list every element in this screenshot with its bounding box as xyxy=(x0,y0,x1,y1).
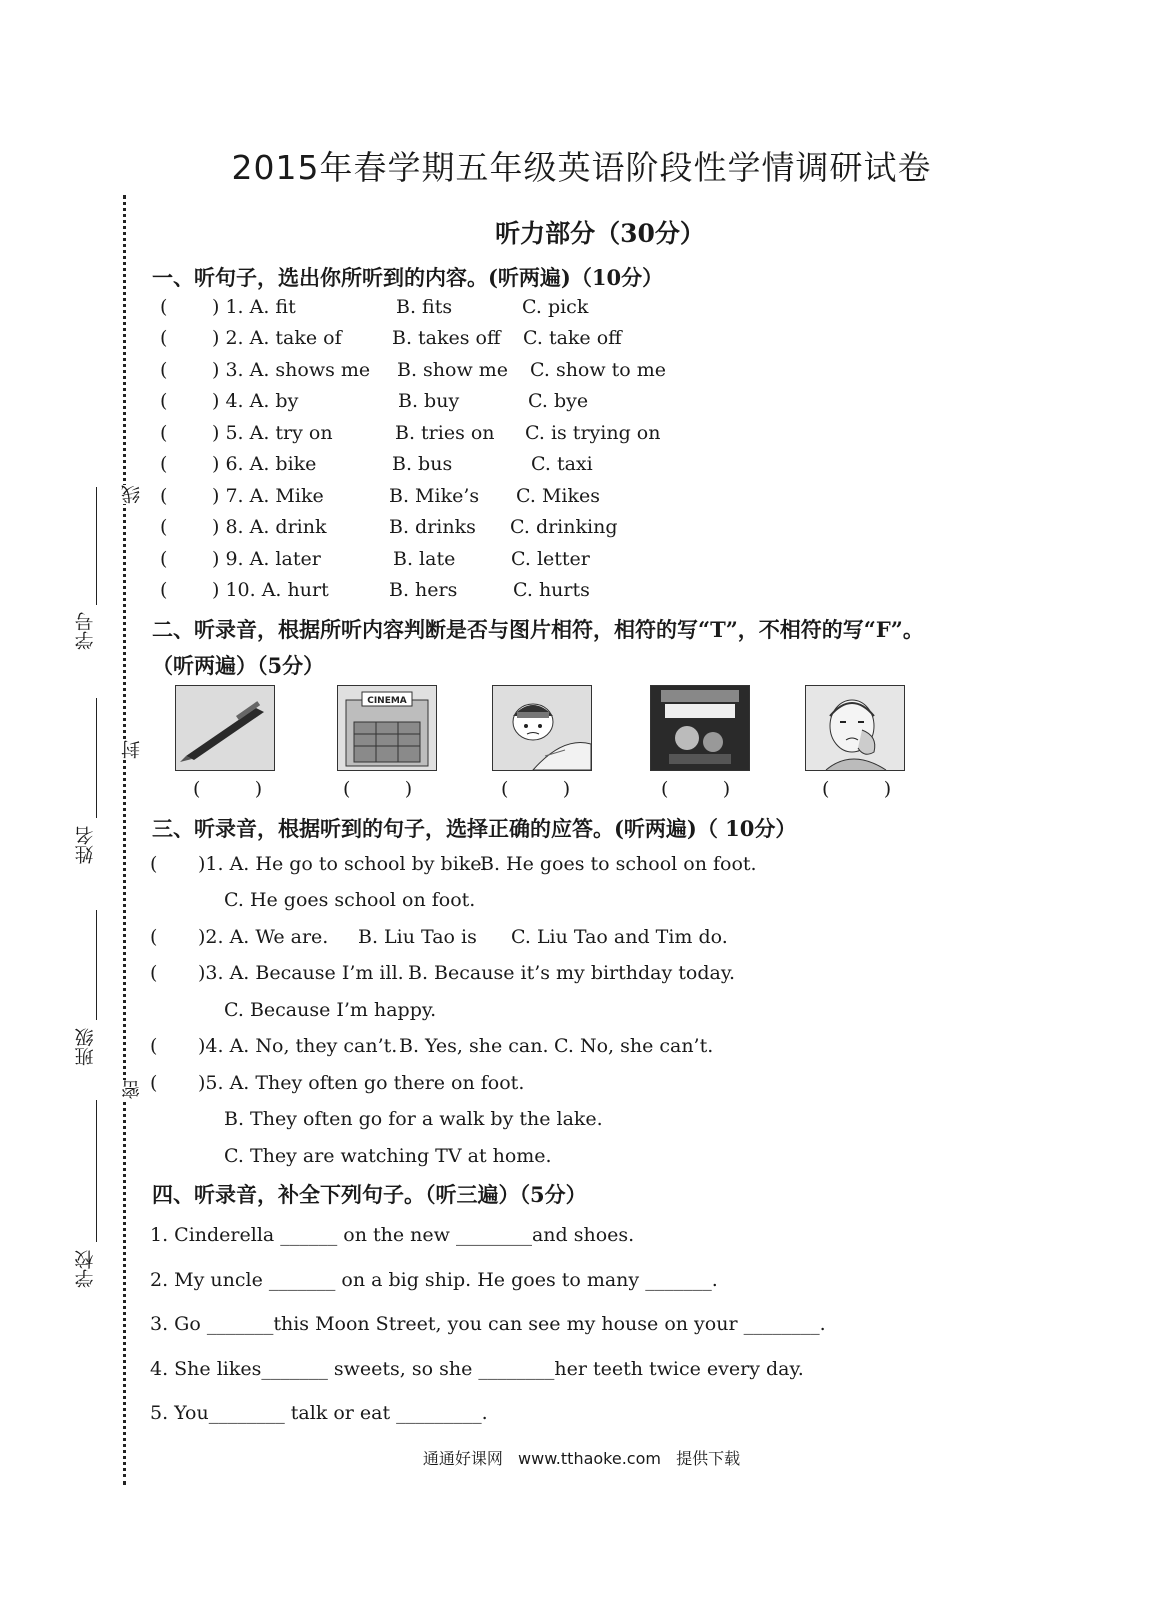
fill-sentence-5: 5. You________ talk or eat _________. xyxy=(150,1402,488,1424)
option-c: C. They are watching TV at home. xyxy=(224,1145,552,1167)
fill-sentence-2: 2. My uncle _______ on a big ship. He goes to many _______. xyxy=(150,1269,718,1291)
answer-paren: ( xyxy=(150,962,158,984)
option-c: C. He goes school on foot. xyxy=(224,889,476,911)
answer-paren: ( xyxy=(150,1072,158,1094)
option-c: C. bye xyxy=(528,390,589,412)
class-label: 班级 xyxy=(74,1028,97,1066)
option-b: B. bus xyxy=(392,453,453,475)
student-id-blank xyxy=(96,487,97,605)
option-a: ) 5. A. try on xyxy=(212,422,333,444)
option-c: C. is trying on xyxy=(525,422,661,444)
option-b: B. drinks xyxy=(389,516,476,538)
option-c: C. take off xyxy=(523,327,622,349)
option-a: ) 7. A. Mike xyxy=(212,485,324,507)
seal-char-secret: 密 xyxy=(118,1080,140,1099)
picture-5-answer[interactable]: ( ) xyxy=(822,778,892,800)
option-c: C. letter xyxy=(511,548,590,570)
option-a: ) 6. A. bike xyxy=(212,453,317,475)
footer xyxy=(0,1446,1163,1469)
footer-note: 提供下载 xyxy=(676,1449,741,1468)
option-a: )2. A. We are. xyxy=(198,926,329,948)
option-a: ) 2. A. take of xyxy=(212,327,342,349)
option-b: B. fits xyxy=(396,296,453,318)
answer-paren: ( xyxy=(150,1035,158,1057)
option-b: B. hers xyxy=(389,579,458,601)
option-c: C. show to me xyxy=(530,359,667,381)
binding-dotted-line xyxy=(123,195,126,1485)
picture-2-answer[interactable]: ( ) xyxy=(343,778,413,800)
cinema-picture xyxy=(337,685,437,771)
option-b: B. Liu Tao is xyxy=(358,926,477,948)
answer-paren: ( xyxy=(160,296,168,318)
footer-url[interactable]: www.tthaoke.com xyxy=(518,1449,661,1468)
option-a: ) 4. A. by xyxy=(212,390,299,412)
option-b: B. show me xyxy=(397,359,509,381)
seal-char-seal: 封 xyxy=(118,740,140,759)
answer-paren: ( xyxy=(160,485,168,507)
option-c: C. Liu Tao and Tim do. xyxy=(511,926,728,948)
option-a: )1. A. He go to school by bike. xyxy=(198,853,488,875)
answer-paren: ( xyxy=(160,359,168,381)
section2-heading: 二、听录音，根据所听内容判断是否与图片相符，相符的写“T”，不相符的写“F”。 xyxy=(152,617,924,642)
option-b: B. late xyxy=(393,548,456,570)
picture-4-answer[interactable]: ( ) xyxy=(661,778,731,800)
option-a: ) 10. A. hurt xyxy=(212,579,329,601)
answer-paren: ( xyxy=(160,422,168,444)
name-blank xyxy=(96,698,97,818)
answer-paren: ( xyxy=(150,853,158,875)
option-a: )4. A. No, they can’t. xyxy=(198,1035,398,1057)
answer-paren: ( xyxy=(160,548,168,570)
picture-3-answer[interactable]: ( ) xyxy=(501,778,571,800)
option-c: C. hurts xyxy=(513,579,590,601)
exam-subtitle: 听力部分（30分） xyxy=(495,219,705,248)
option-c: C. No, she can’t. xyxy=(554,1035,714,1057)
answer-paren: ( xyxy=(150,926,158,948)
cinema-sign-text: CINEMA xyxy=(367,696,407,706)
section4-heading: 四、听录音，补全下列句子。（听三遍）（5分） xyxy=(152,1182,587,1207)
option-a: ) 1. A. fit xyxy=(212,296,296,318)
student-id-label: 学号 xyxy=(74,612,97,650)
option-c: C. Because I’m happy. xyxy=(224,999,437,1021)
name-label: 姓名 xyxy=(74,826,97,864)
school-blank xyxy=(96,1100,97,1242)
option-a: )5. A. They often go there on foot. xyxy=(198,1072,525,1094)
school-label: 学校 xyxy=(74,1250,97,1288)
answer-paren: ( xyxy=(160,453,168,475)
option-b: B. Mike’s xyxy=(389,485,480,507)
answer-paren: ( xyxy=(160,579,168,601)
pen-picture xyxy=(175,685,275,771)
option-b: B. Yes, she can. xyxy=(399,1035,549,1057)
fill-sentence-3: 3. Go _______this Moon Street, you can see my house on your ________. xyxy=(150,1313,826,1335)
option-c: C. taxi xyxy=(531,453,593,475)
picture-1-answer[interactable]: ( ) xyxy=(193,778,263,800)
section1-heading: 一、听句子，选出你所听到的内容。(听两遍)（10分） xyxy=(152,265,664,290)
fill-sentence-4: 4. She likes_______ sweets, so she ________her teeth twice every day. xyxy=(150,1358,804,1380)
option-b: B. They often go for a walk by the lake. xyxy=(224,1108,603,1130)
option-a: ) 8. A. drink xyxy=(212,516,327,538)
option-b: B. buy xyxy=(398,390,460,412)
option-c: C. Mikes xyxy=(516,485,600,507)
option-c: C. drinking xyxy=(510,516,618,538)
toothache-man-picture xyxy=(805,685,905,771)
option-b: B. He goes to school on foot. xyxy=(480,853,757,875)
seal-char-line: 线 xyxy=(118,485,140,504)
answer-paren: ( xyxy=(160,327,168,349)
option-b: B. Because it’s my birthday today. xyxy=(408,962,736,984)
footer-site-name: 通通好课网 xyxy=(422,1449,503,1468)
option-a: ) 9. A. later xyxy=(212,548,321,570)
book-cover-picture xyxy=(650,685,750,771)
option-a: ) 3. A. shows me xyxy=(212,359,371,381)
section3-heading: 三、听录音，根据听到的句子，选择正确的应答。(听两遍)（ 10分） xyxy=(152,816,797,841)
option-b: B. tries on xyxy=(395,422,495,444)
section2-heading-continued: （听两遍）（5分） xyxy=(152,653,325,678)
option-c: C. pick xyxy=(522,296,589,318)
fill-sentence-1: 1. Cinderella ______ on the new ________and shoes. xyxy=(150,1224,635,1246)
option-a: )3. A. Because I’m ill. xyxy=(198,962,404,984)
answer-paren: ( xyxy=(160,516,168,538)
answer-paren: ( xyxy=(160,390,168,412)
sick-girl-picture xyxy=(492,685,592,771)
exam-title: 2015年春学期五年级英语阶段性学情调研试卷 xyxy=(231,148,932,187)
option-b: B. takes off xyxy=(392,327,501,349)
class-blank xyxy=(96,910,97,1020)
